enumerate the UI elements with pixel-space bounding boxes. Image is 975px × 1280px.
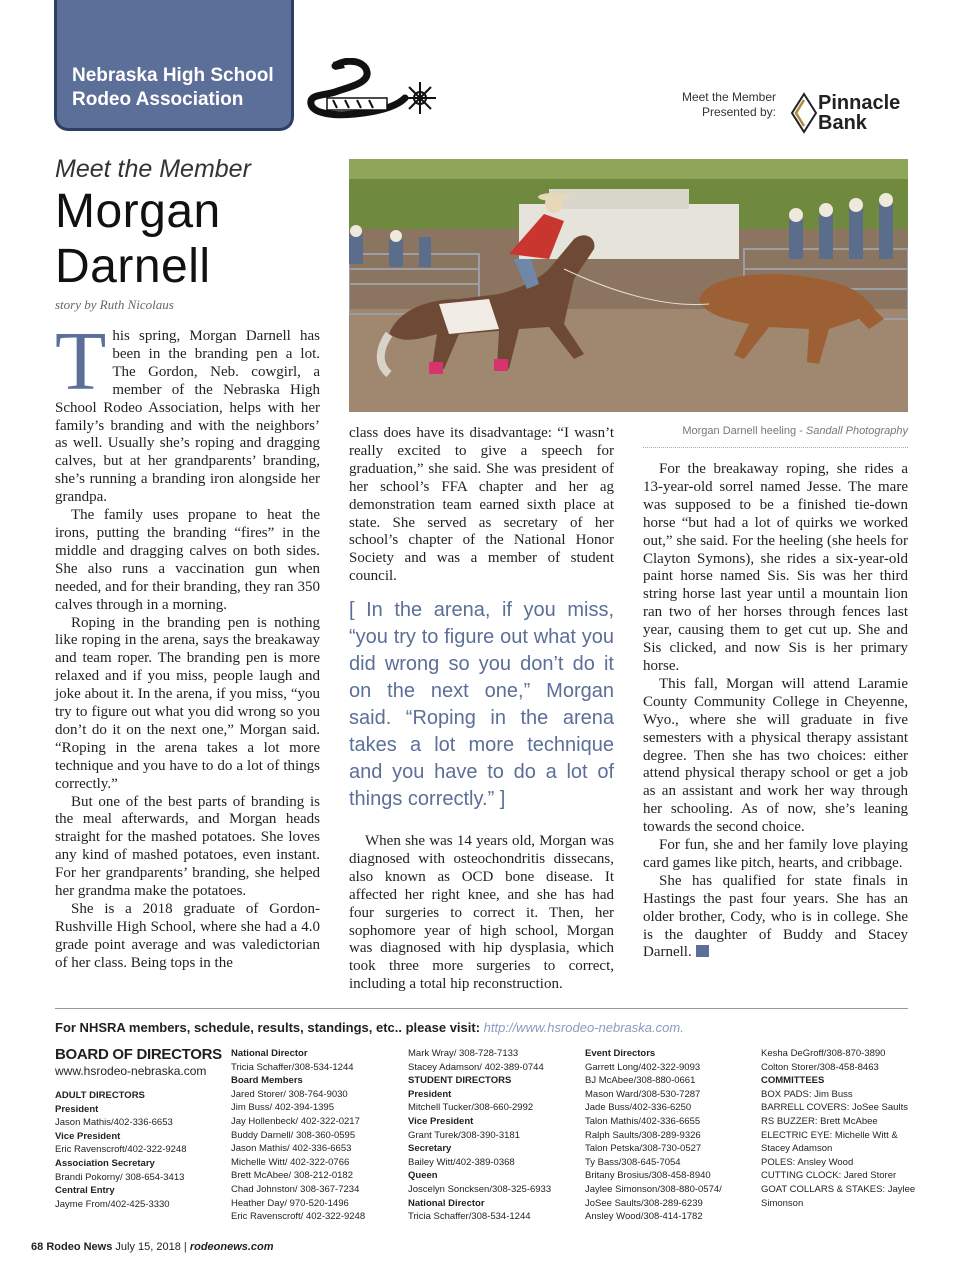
title-line1: Morgan xyxy=(55,185,221,238)
list-item: Chad Johnston/ 308-367-7234 xyxy=(231,1183,360,1195)
drop-cap: T xyxy=(55,315,107,408)
list-item: Ralph Saults/308-289-9326 xyxy=(585,1129,701,1141)
paragraph: Roping in the branding pen is nothing like roping in the arena, says the breakaway and team roper. The branding pen is more relaxed and if you miss, people laugh and joke about it. In the arena, if you miss, “you try to figure out what you did wrong so you don’t do it on the next one,” Morgan said. “Roping in the arena takes a lot more technique and you have to do a lot of things correctly.” xyxy=(55,614,320,792)
list-item: Jim Buss/ 402-394-1395 xyxy=(231,1102,334,1114)
list-item: Jared Storer/ 308-764-9030 xyxy=(231,1088,348,1100)
paragraph xyxy=(55,315,320,507)
paragraph-text: She has qualified for state finals in Hastings the past four years. She has an older brother, Cody, who is in college. She is the daughter of Buddy and Stacey Darnell. xyxy=(643,872,908,961)
directors-list-adult xyxy=(55,1089,187,1211)
list-heading: Queen xyxy=(408,1170,438,1182)
list-item: Michelle Witt/ 402-322-0766 xyxy=(231,1156,350,1168)
list-item: Colton Storer/308-458-8463 xyxy=(761,1061,879,1073)
paragraph: When she was 14 years old, Morgan was diagnosed with osteochondritis dissecans, also known as OCD bone disease. It affected her right knee, and she has had four surgeries to correct it. Then, her sophomore year of high school, Morgan was diagnosed with hip dysplasia, which took three more surgeries to correct, including a total hip reconstruction. xyxy=(349,833,614,993)
pull-quote: [ In the arena, if you miss, “you try to figure out what you did wrong so you don’t do it on the next one,” Morgan said. “Roping in the arena takes a lot more technique and you have to do a lot of things correctly.” ] xyxy=(349,599,614,810)
list-item: CUTTING CLOCK: Jared Storer xyxy=(761,1170,897,1182)
board-website-link[interactable]: www.hsrodeo-nebraska.com xyxy=(55,1064,207,1078)
presented-by xyxy=(660,90,776,120)
list-item: BJ McAbee/308-880-0661 xyxy=(585,1075,696,1087)
list-heading: STUDENT DIRECTORS xyxy=(408,1075,512,1087)
list-item: Mark Wray/ 308-728-7133 xyxy=(408,1048,519,1059)
list-item: Eric Ravenscroft/ 402-322-9248 xyxy=(231,1211,366,1223)
list-item: Grant Turek/308-390-3181 xyxy=(408,1129,520,1141)
list-heading: Central Entry xyxy=(55,1185,115,1197)
list-item: Brett McAbee/ 308-212-0182 xyxy=(231,1170,353,1182)
list-item: Jason Mathis/ 402-336-6653 xyxy=(231,1143,352,1155)
page-folio xyxy=(31,1241,274,1253)
issue-date: July 15, 2018 xyxy=(115,1241,181,1253)
list-item: Ansley Wood/308-414-1782 xyxy=(585,1211,703,1223)
association-name-line2: Rodeo Association xyxy=(72,89,244,110)
publication-website: rodeonews.com xyxy=(189,1241,274,1253)
paragraph: The family uses propane to heat the irons, putting the branding “fires” in the middle and dragging calves on both sides. She also runs a vaccination gun when needed, and for their branding, they ran 350 calves through in a morning. xyxy=(55,507,320,613)
list-heading: Vice President xyxy=(408,1115,474,1127)
association-name-line1: Nebraska High School xyxy=(72,65,274,86)
list-item: POLES: Ansley Wood xyxy=(761,1156,854,1168)
list-item: JoSee Saults/308-289-6239 xyxy=(585,1197,703,1209)
list-item: Jaylee Simonson/308-880-0574/ xyxy=(585,1183,722,1195)
board-title: BOARD OF DIRECTORS xyxy=(55,1046,222,1063)
photo-credit: Sandall Photography xyxy=(805,425,908,437)
association-banner xyxy=(54,0,294,131)
paragraph: For the breakaway roping, she rides a 13-year-old sorrel named Jesse. The mare was supposed to be a finished tie-down horse “but had a lot of quirks we worked out,” she said. For the heeling (she heels for Clayton Symons), she rides a six-year-old paint horse named Sis. Sis was her third string horse last year until a mountain lion ran two of her horses through fences last year, causing them to get cut up. She and Sis clicked, and now Sis is her primary horse. xyxy=(643,461,908,674)
list-heading: National Director xyxy=(408,1197,485,1209)
list-item: ELECTRIC EYE: Michelle Witt & xyxy=(761,1129,898,1141)
list-heading: President xyxy=(55,1103,99,1115)
list-heading: Association Secretary xyxy=(55,1157,155,1169)
spur-logo-icon xyxy=(305,58,440,123)
directors-list-events xyxy=(585,1047,722,1224)
list-item: BARRELL COVERS: JoSee Saults xyxy=(761,1102,908,1114)
list-item: Jayme From/402-425-3330 xyxy=(55,1198,170,1210)
caption-text: Morgan Darnell heeling - xyxy=(682,425,806,437)
footer-divider xyxy=(55,1008,908,1009)
list-item: Jay Hollenbeck/ 402-322-0217 xyxy=(231,1115,360,1127)
list-heading: Event Directors xyxy=(585,1048,656,1059)
end-mark-icon xyxy=(696,945,709,957)
list-heading: COMMITTEES xyxy=(761,1075,825,1087)
article-column-3 xyxy=(643,461,908,962)
list-heading: President xyxy=(408,1088,452,1100)
folio-separator: | xyxy=(183,1241,187,1253)
paragraph xyxy=(643,873,908,963)
committees-list xyxy=(761,1047,915,1210)
presented-line2: Presented by: xyxy=(701,105,776,119)
paragraph: For fun, she and her family love playing card games like pitch, hearts, and cribbage. xyxy=(643,837,908,871)
list-heading: Vice President xyxy=(55,1130,121,1142)
list-heading: Secretary xyxy=(408,1143,452,1155)
bank-name-line1: Pinnacle xyxy=(818,92,901,114)
list-item: Jason Mathis/402-336-6653 xyxy=(55,1117,173,1129)
list-item: Talon Petska/308-730-0527 xyxy=(585,1143,702,1155)
website-link[interactable]: http://www.hsrodeo-nebraska.com. xyxy=(483,1020,684,1035)
photo-caption xyxy=(643,425,908,437)
list-item: Bailey Witt/402-389-0368 xyxy=(408,1156,515,1168)
title-line2: Darnell xyxy=(55,240,211,293)
list-item: Mitchell Tucker/308-660-2992 xyxy=(408,1102,534,1114)
list-item: Kesha DeGroff/308-870-3890 xyxy=(761,1048,886,1059)
publication-name: Rodeo News xyxy=(46,1241,113,1253)
paragraph: She is a 2018 graduate of Gordon-Rushville High School, where she had a 4.0 grade point average and was valedictorian of her class. Being tops in the xyxy=(55,901,320,971)
list-item: Stacey Adamson/ 402-389-0744 xyxy=(408,1061,544,1073)
directors-list-student xyxy=(408,1047,551,1224)
list-item: Joscelyn Soncksen/308-325-6933 xyxy=(408,1183,552,1195)
list-item: Tricia Schaffer/308-534-1244 xyxy=(408,1211,531,1223)
paragraph: But one of the best parts of branding is the meal afterwards, and Morgan heads straight for the mashed potatoes. She loves any kind of mashed potatoes, even instant. For her grandparents’ branding, she helped her grandma make the potatoes. xyxy=(55,793,320,900)
list-item: Brandi Pokorny/ 308-654-3413 xyxy=(55,1171,185,1183)
list-item: Tricia Schaffer/308-534-1244 xyxy=(231,1061,354,1073)
list-item: Ty Bass/308-645-7054 xyxy=(585,1156,681,1168)
bank-name-line2: Bank xyxy=(818,112,867,134)
list-heading: National Director xyxy=(231,1048,308,1059)
section-kicker: Meet the Member xyxy=(55,155,251,183)
list-item: Buddy Darnell/ 308-360-0595 xyxy=(231,1129,356,1141)
rodeo-heeling-photo xyxy=(349,159,908,412)
list-item: Mason Ward/308-530-7287 xyxy=(585,1088,701,1100)
list-item: Stacey Adamson xyxy=(761,1143,833,1155)
association-name xyxy=(72,64,274,112)
list-heading: ADULT DIRECTORS xyxy=(55,1090,145,1101)
article-column-2-lower xyxy=(349,833,614,994)
presented-line1: Meet the Member xyxy=(681,90,776,104)
list-item: RS BUZZER: Brett McAbee xyxy=(761,1115,878,1127)
article-column-2 xyxy=(349,425,614,586)
caption-divider xyxy=(643,447,908,448)
list-item: Eric Ravenscroft/402-322-9248 xyxy=(55,1144,187,1156)
bank-name xyxy=(818,93,900,133)
list-item: BOX PADS: Jim Buss xyxy=(761,1088,853,1100)
list-item: Britany Brosius/308-458-8940 xyxy=(585,1170,711,1182)
list-heading: Board Members xyxy=(231,1075,303,1087)
paragraph-text: his spring, Morgan Darnell has been in the branding pen a lot. The Gordon, Neb. cowgirl, a member of the Nebraska High School Rodeo Association, helps with her family’s branding and with the neighbors’ as well. Usually she’s roping and dragging calves, but at her grandparents’ branding, she’s running a branding iron alongside her grandpa. xyxy=(55,328,320,506)
paragraph: This fall, Morgan will attend Laramie County Community College in Cheyenne, Wyo., where she will graduate in five semesters with a physical therapy assistant degree. Then she has two choices: either attend physical therapy school or get a job as an assistant and work her way through her schooling. As of now, she’s leaning towards the second choice. xyxy=(643,675,908,836)
visit-line xyxy=(55,1020,684,1035)
byline: story by Ruth Nicolaus xyxy=(55,297,174,312)
list-item: Talon Mathis/402-336-6655 xyxy=(585,1115,701,1127)
list-item: Jade Buss/402-336-6250 xyxy=(585,1102,692,1114)
page-number: 68 xyxy=(31,1241,44,1253)
list-item: Simonson xyxy=(761,1197,804,1209)
list-item: Garrett Long/402-322-9093 xyxy=(585,1061,701,1073)
paragraph: class does have its disadvantage: “I wasn’t really excited to give a speech for graduation,” she said. She was president of her school’s FFA chapter and her ag demonstration team earned sixth place at state. She served as secretary of her school’s chapter of the National Honor Society and was a member of student council. xyxy=(349,425,614,585)
list-item: GOAT COLLARS & STAKES: Jaylee xyxy=(761,1183,916,1195)
list-item: Heather Day/ 970-520-1496 xyxy=(231,1197,349,1209)
article-title xyxy=(55,184,221,294)
directors-list-board xyxy=(231,1047,365,1224)
visit-text: For NHSRA members, schedule, results, standings, etc.. please visit: xyxy=(55,1020,484,1035)
article-column-1 xyxy=(55,315,320,973)
